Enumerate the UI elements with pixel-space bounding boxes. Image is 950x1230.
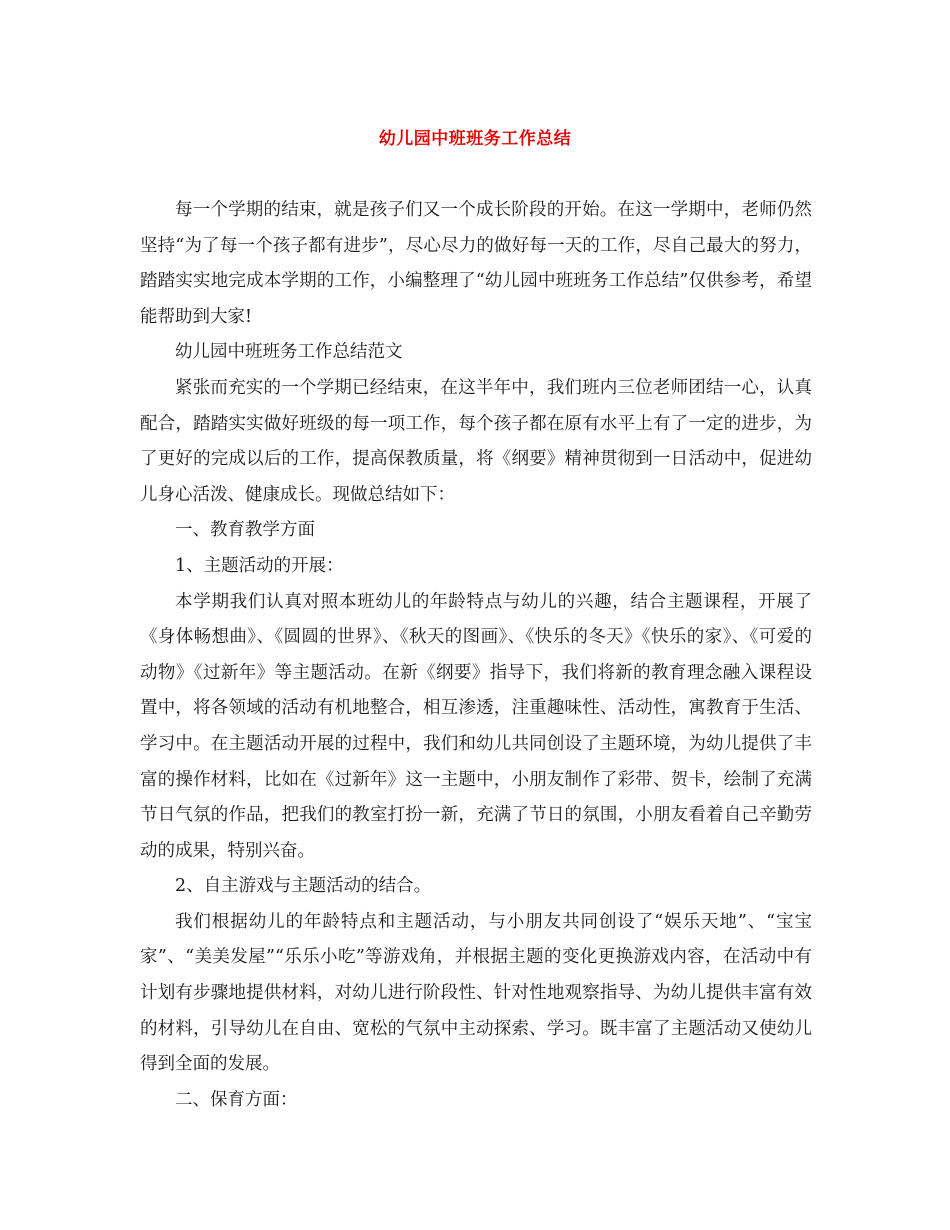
subsection-heading-games: 2、自主游戏与主题活动的结合。	[175, 876, 432, 897]
subsection-heading-themes: 1、主题活动的开展：	[175, 555, 344, 576]
section-heading-care: 二、保育方面：	[175, 1089, 298, 1110]
sample-heading: 幼儿园中班班务工作总结范文	[175, 342, 403, 363]
themes-paragraph: 本学期我们认真对照本班幼儿的年龄特点与幼儿的兴趣，结合主题课程，开展了《身体畅想曲》、《圆圆的世界》、《秋天的图画》、《快乐的冬天》《快乐的家》、《可爱的动物》《过新年》等主题活动。在新《纲要》指导下，我们将新的教育理念融入课程设置中，将各领域的活动有机地整合，相互渗透，注重趣味性、活动性，寓教育于生活、学习中。在主题活动开展的过程中，我们和幼儿共同创设了主题环境，为幼儿提供了丰富的操作材料，比如在《过新年》这一主题中，小朋友制作了彩带、贺卡，绘制了充满节日气氛的作品，把我们的教室打扮一新，充满了节日的氛围，小朋友看着自己辛勤劳动的成果，特别兴奋。	[140, 591, 812, 861]
document-title: 幼儿园中班班务工作总结	[378, 129, 572, 149]
games-paragraph: 我们根据幼儿的年龄特点和主题活动，与小朋友共同创设了“娱乐天地”、“宝宝家”、“美美发屋”“乐乐小吃”等游戏角，并根据主题的变化更换游戏内容，在活动中有计划有步骤地提供材料，对幼儿进行阶段性、针对性地观察指导、为幼儿提供丰富有效的材料，引导幼儿在自由、宽松的气氛中主动探索、学习。既丰富了主题活动又使幼儿得到全面的发展。	[140, 911, 812, 1075]
summary-intro-paragraph: 紧张而充实的一个学期已经结束，在这半年中，我们班内三位老师团结一心，认真配合，踏踏实实做好班级的每一项工作，每个孩子都在原有水平上有了一定的进步，为了更好的完成以后的工作，提高保教质量，将《纲要》精神贯彻到一日活动中，促进幼儿身心活泼、健康成长。现做总结如下：	[140, 377, 812, 505]
document-body	[140, 193, 812, 1118]
intro-paragraph: 每一个学期的结束，就是孩子们又一个成长阶段的开始。在这一学期中，老师仍然坚持“为了每一个孩子都有进步”，尽心尽力的做好每一天的工作，尽自己最大的努力，踏踏实实地完成本学期的工作，小编整理了“幼儿园中班班务工作总结”仅供参考，希望能帮助到大家!	[140, 200, 812, 327]
section-heading-education: 一、教育教学方面	[175, 520, 315, 541]
